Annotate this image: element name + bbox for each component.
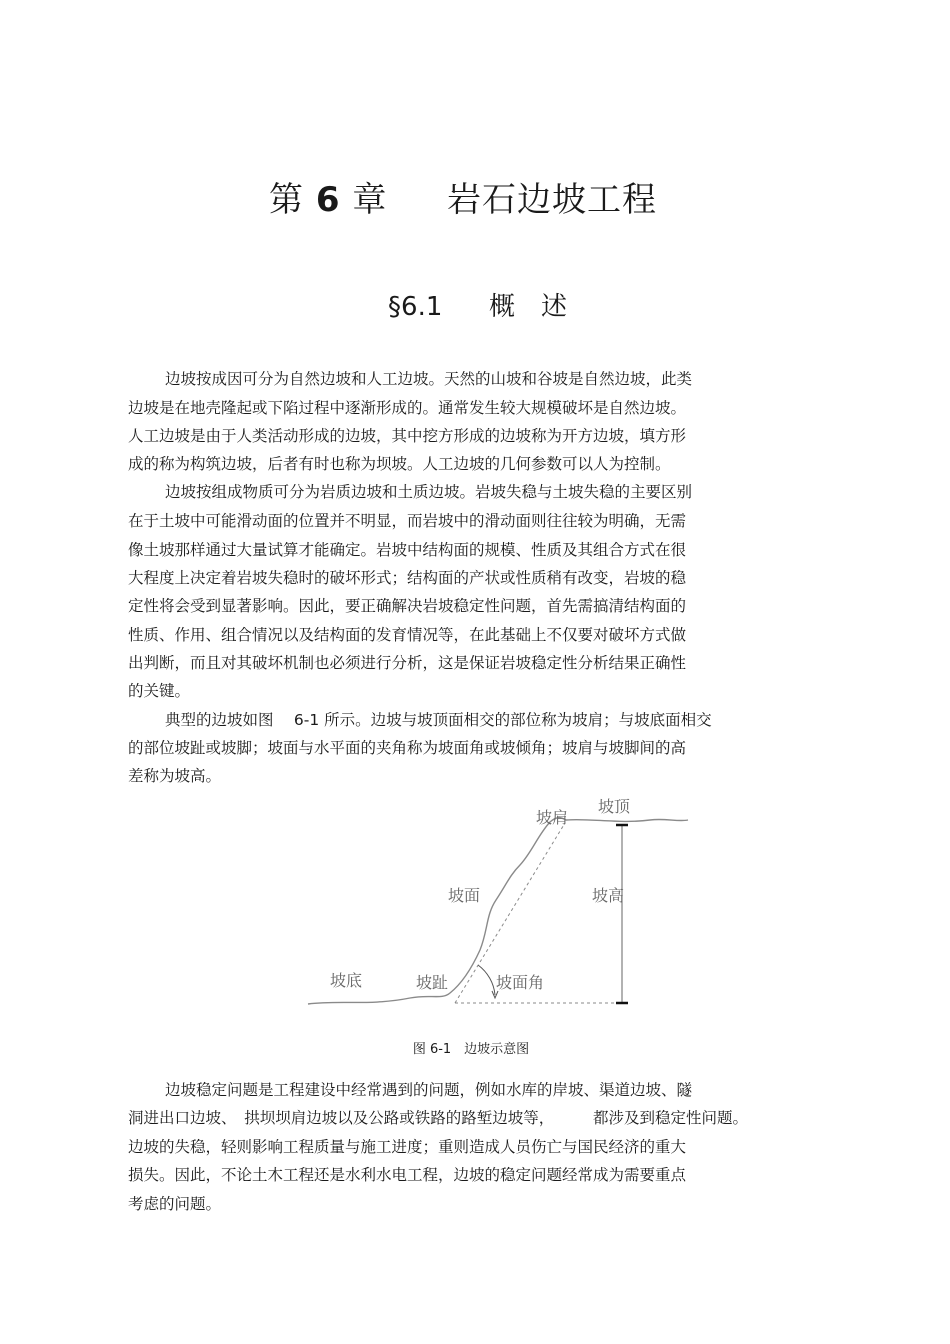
p4-line-2: 洞进出口边坡、 拱坝坝肩边坡以及公路或铁路的路堑边坡等， 都涉及到稳定性问题。 — [128, 1109, 749, 1127]
chapter-number: 6 — [315, 180, 341, 220]
slope-diagram — [300, 790, 700, 1010]
label-toe: 坡趾 — [416, 973, 449, 992]
label-top: 坡顶 — [598, 797, 631, 816]
figure-caption: 图 6-1 边坡示意图 — [412, 1042, 530, 1057]
label-angle: 坡面角 — [496, 973, 545, 992]
p2-line-4: 大程度上决定着岩坡失稳时的破坏形式；结构面的产状或性质稍有改变，岩坡的稳 — [128, 569, 687, 587]
p2-line-2: 在于土坡中可能滑动面的位置并不明显，而岩坡中的滑动面则往往较为明确，无需 — [128, 512, 687, 530]
label-height: 坡高 — [592, 886, 625, 905]
p3-line-2: 的部位坡趾或坡脚；坡面与水平面的夹角称为坡面角或坡倾角；坡肩与坡脚间的高 — [128, 739, 687, 757]
label-bottom: 坡底 — [330, 971, 363, 990]
chapter-name: 岩石边坡工程 — [446, 180, 657, 220]
p4-line-5: 考虑的问题。 — [128, 1195, 222, 1213]
p1-line-2: 边坡是在地壳隆起或下陷过程中逐渐形成的。通常发生较大规模破坏是自然边坡。 — [128, 399, 687, 417]
label-shoulder: 坡肩 — [536, 808, 569, 827]
section-title — [0, 286, 950, 323]
p1-line-4: 成的称为构筑边坡，后者有时也称为坝坡。人工边坡的几何参数可以人为控制。 — [128, 455, 671, 473]
p2-line-1: 边坡按组成物质可分为岩质边坡和土质边坡。岩坡失稳与土坡失稳的主要区别 — [165, 483, 693, 501]
p4-line-1: 边坡稳定问题是工程建设中经常遇到的问题，例如水库的岸坡、渠道边坡、隧 — [165, 1081, 693, 1099]
chapter-title — [0, 172, 926, 221]
p3-line-3: 差称为坡高。 — [128, 767, 222, 785]
p4-line-3: 边坡的失稳，轻则影响工程质量与施工进度；重则造成人员伤亡与国民经济的重大 — [128, 1138, 687, 1156]
p1-line-3: 人工边坡是由于人类活动形成的边坡，其中挖方形成的边坡称为开方边坡，填方形 — [128, 427, 687, 445]
chapter-suffix: 章 — [352, 180, 388, 220]
section-number: §6.1 — [388, 292, 443, 322]
chapter-prefix: 第 — [269, 180, 305, 220]
p2-line-3: 像土坡那样通过大量试算才能确定。岩坡中结构面的规模、性质及其组合方式在很 — [128, 541, 687, 559]
angle-arc — [478, 965, 495, 995]
p2-line-5: 定性将会受到显著影响。因此，要正确解决岩坡稳定性问题，首先需搞清结构面的 — [128, 597, 687, 615]
label-face: 坡面 — [448, 886, 481, 905]
p1-line-1: 边坡按成因可分为自然边坡和人工边坡。天然的山坡和谷坡是自然边坡，此类 — [165, 370, 693, 388]
p2-line-6: 性质、作用、组合情况以及结构面的发育情况等，在此基础上不仅要对破坏方式做 — [128, 626, 687, 644]
p4-line-4: 损失。因此，不论土木工程还是水利水电工程，边坡的稳定问题经常成为需要重点 — [128, 1166, 687, 1184]
p2-line-8: 的关键。 — [128, 682, 191, 700]
p3-line-1: 典型的边坡如图 6-1 所示。边坡与坡顶面相交的部位称为坡肩；与坡底面相交 — [165, 711, 712, 729]
p2-line-7: 出判断，而且对其破坏机制也必须进行分析，这是保证岩坡稳定性分析结果正确性 — [128, 654, 687, 672]
section-name: 概 述 — [488, 292, 567, 322]
